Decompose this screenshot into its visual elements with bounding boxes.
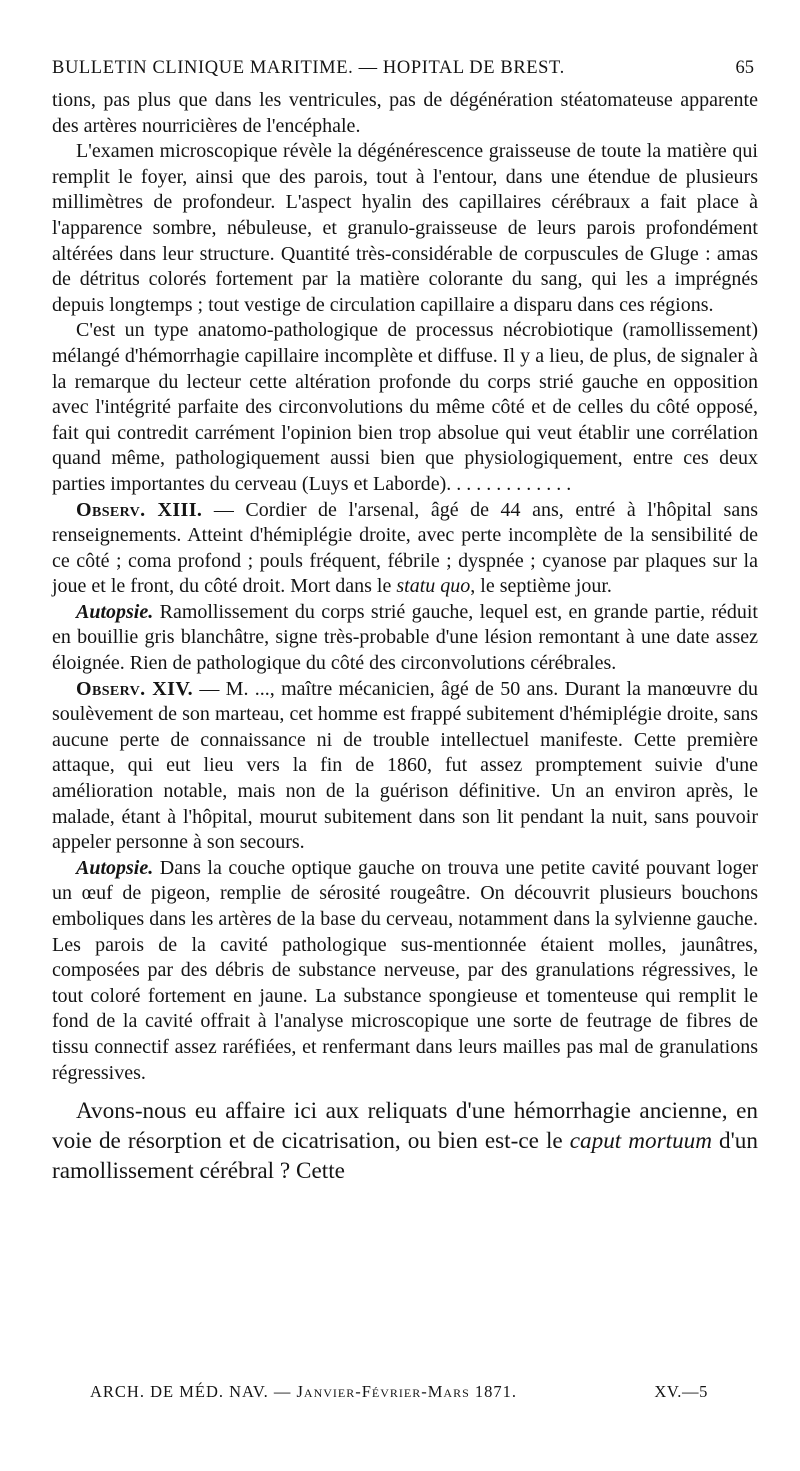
observation-13-text: — Cordier de l'arsenal, âgé de 44 ans, entré à l'hôpital sans renseignements. Atteint d'hémiplégie droite, avec perte incomplète de la sensibilité de ce côté ; coma profond ; pouls fréquent, fébrile ; dyspnée ; cyanose par plaques sur la joue et le front, du côté droit. Mort dans le <box>52 498 758 598</box>
observation-13-latin: statu quo <box>396 575 471 598</box>
autopsy-13-label: Autopsie. <box>76 600 154 623</box>
journal-reference: ARCH. DE MÉD. NAV. — Janvier-Février-Mars 1871. <box>90 1382 518 1401</box>
paragraph-microscopic-exam: L'examen microscopique révèle la dégénérescence graisseuse de toute la matière qui remplit le foyer, ainsi que des parois, tout à l'entour, dans une étendue de plusieurs millimètres de profondeur. L'aspect hyalin des capillaires cérébraux a fait place à l'apparence sombre, nébuleuse, et granulo-graisseuse de leurs parois profondément altérées dans leur structure. Quantité très-considérable de corpuscules de Gluge : amas de détritus colorés fortement par la matière colorante du sang, qui les a imprégnés depuis longtemps ; tout vestige de circulation capillaire a disparu dans ces régions. <box>52 140 758 316</box>
discussion-end: d'un ramollissement cérébral ? Cette <box>52 1128 758 1185</box>
observation-14 <box>52 677 758 856</box>
signature-mark: XV.—5 <box>654 1382 708 1401</box>
autopsy-13-text: Ramollissement du corps strié gauche, lequel est, en grande partie, réduit en bouillie gris blanchâtre, signe très-probable d'une lésion remontant à une date assez éloignée. Rien de pathologique du côté des circonvolutions cérébrales. <box>52 600 758 675</box>
observation-13-end: , le septième jour. <box>470 575 612 598</box>
autopsy-14 <box>52 856 758 1086</box>
paragraph-continuation: tions, pas plus que dans les ventricules, pas de dégénération stéatomateuse apparente des artères nourricières de l'encéphale. <box>52 89 758 137</box>
autopsy-14-label: Autopsie. <box>76 856 154 879</box>
observation-14-label: Observ. XIV. <box>76 677 193 700</box>
discussion-latin: caput mortuum <box>569 1128 712 1155</box>
paragraph-anatomo-pathology: C'est un type anatomo-pathologique de processus nécrobiotique (ramollissement) mélangé d'hémorrhagie capillaire incomplète et diffuse. Il y a lieu, de plus, de signaler à la remarque du lecteur cette altération profonde du corps strié gauche en opposition avec l'intégrité parfaite des circonvolutions du même côté et de celles du côté opposé, fait qui contredit carrément l'opinion bien trop absolue qui veut établir une corrélation quand même, pathologiquement aussi bien que physiologiquement, entre ces deux parties importantes du cerveau (Luys et Laborde). . . . . . . . . . . . . <box>52 319 758 495</box>
autopsy-13 <box>52 600 758 677</box>
autopsy-14-text: Dans la couche optique gauche on trouva une petite cavité pouvant loger un œuf de pigeon, remplie de sérosité rougeâtre. On découvrit plusieurs bouchons emboliques dans les artères de la base du cerveau, notamment dans la sylvienne gauche. Les parois de la cavité pathologique sus-mentionnée étaient molles, jaunâtres, composées par des débris de substance nerveuse, par des granulations régressives, le tout coloré fortement en jaune. La substance spongieuse et tomenteuse qui remplit le fond de la cavité offrait à l'analyse microscopique une sorte de feutrage de fibres de tissu connectif assez raréfiées, et renfermant dans leurs mailles pas mal de granulations régressives. <box>52 856 758 1084</box>
page-footer <box>90 1382 708 1402</box>
body-text <box>52 88 758 1086</box>
running-header <box>52 58 758 88</box>
observation-13 <box>52 498 758 600</box>
discussion-text <box>52 1096 758 1186</box>
observation-14-text: — M. ..., maître mécanicien, âgé de 50 ans. Durant la manœuvre du soulèvement de son marteau, cet homme est frappé subitement d'hémiplégie droite, sans aucune perte de connaissance ni de trouble intellectuel manifeste. Cette première attaque, qui eut lieu vers la fin de 1860, fut assez promptement suivie d'une amélioration notable, mais non de la guérison définitive. Un an environ après, le malade, étant à l'hôpital, mourut subitement dans son lit pendant la nuit, sans pouvoir appeler personne à son secours. <box>52 677 758 854</box>
running-title: BULLETIN CLINIQUE MARITIME. — HOPITAL DE BREST. <box>52 58 565 78</box>
observation-13-label: Observ. XIII. <box>76 498 203 521</box>
page-number: 65 <box>735 58 754 78</box>
paragraph-discussion <box>52 1096 758 1186</box>
discussion-start: Avons-nous eu affaire ici aux reliquats d'une hémorrhagie ancienne, en voie de résorption et de cicatrisation, ou bien est-ce le <box>52 1098 758 1155</box>
